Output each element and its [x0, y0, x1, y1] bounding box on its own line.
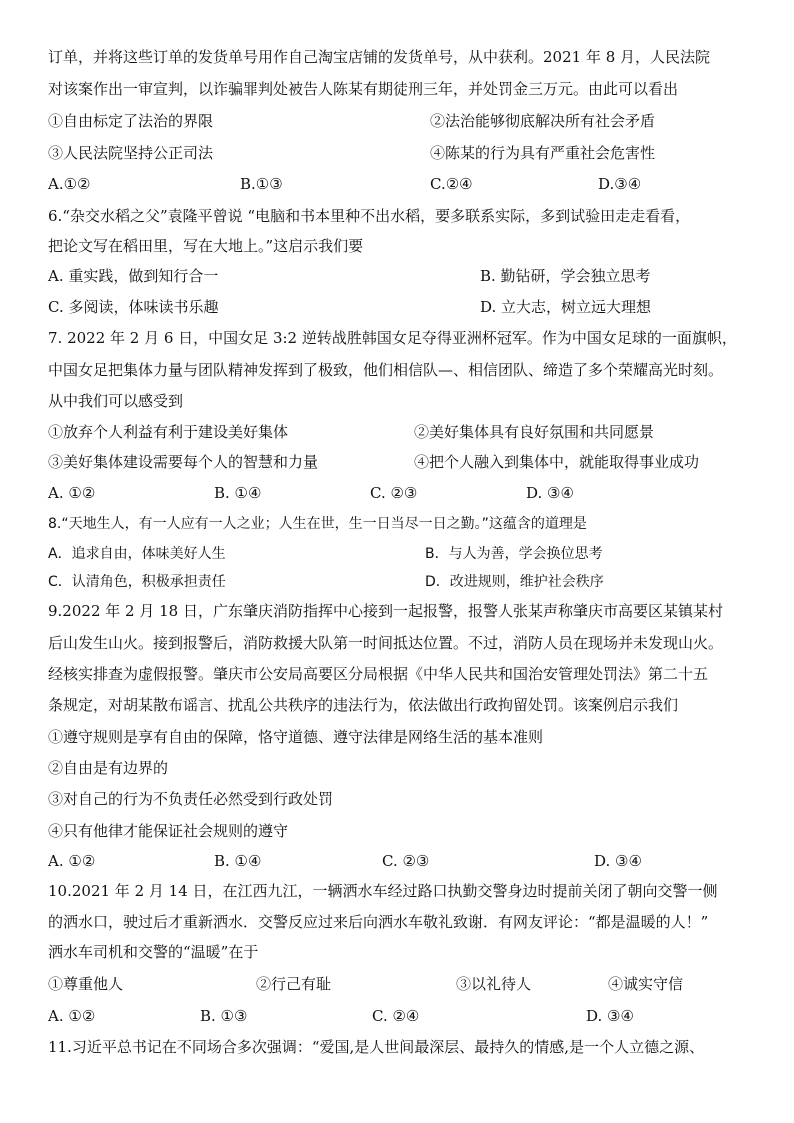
q5-choice-c: C.②④	[430, 175, 473, 193]
q8-choice-d: D．改进规则，维护社会秩序	[425, 574, 604, 590]
q7-line-1: 7. 2022 年 2 月 6 日，中国女足 3:2 逆转战胜韩国女足夺得亚洲杯冠军。作为中国女足球的一面旗帜，	[48, 329, 737, 347]
q6-choice-d: D. 立大志，树立远大理想	[480, 298, 652, 316]
q11-line-1: 11.习近平总书记在不同场合多次强调：“爱国,是人世间最深层、最持久的情感,是一个人立德之源、	[48, 1038, 705, 1056]
q5-line-2: 对该案作出一审宣判，以诈骗罪判处被告人陈某有期徒刑三年，并处罚金三万元。由此可以看出	[48, 80, 679, 98]
q10-choice-d: D. ③④	[586, 1007, 634, 1025]
q9-statement-2: ②自由是有边界的	[48, 759, 169, 777]
q7-line-2: 中国女足把集体力量与团队精神发挥到了极致，他们相信队—、相信团队、缔造了多个荣耀高光时刻。	[48, 361, 724, 379]
q7-statement-3: ③美好集体建设需要每个人的智慧和力量	[48, 453, 319, 471]
q7-choice-d: D. ③④	[526, 484, 574, 502]
q7-choice-c: C. ②③	[370, 484, 418, 502]
q9-line-3: 经核实排查为虚假报警。肇庆市公安局高要区分局根据《中华人民共和国治安管理处罚法》第二十五	[48, 665, 709, 683]
q6-line-1: 6.“杂交水稻之父”袁隆平曾说 “电脑和书本里种不出水稻，要多联系实际，多到试验田走走看看，	[48, 207, 691, 225]
q7-choice-b: B. ①④	[214, 484, 262, 502]
q5-line-1: 订单，并将这些订单的发货单号用作自己淘宝店铺的发货单号，从中获利。2021 年 8 月，人民法院	[48, 48, 711, 66]
q5-statement-1: ①自由标定了法治的界限	[48, 112, 214, 130]
q10-line-3: 洒水车司机和交警的“温暖”在于	[48, 943, 259, 961]
q7-statement-1: ①放弃个人利益有利于建设美好集体	[48, 423, 289, 441]
q8-line-1: 8.“天地生人，有一人应有一人之业；人生在世，生一日当尽一日之勤。”这蕴含的道理是	[48, 516, 587, 532]
q9-choice-b: B. ①④	[214, 852, 262, 870]
q8-choice-b: B．与人为善，学会换位思考	[425, 546, 603, 562]
q10-line-2: 的洒水口，驶过后才重新洒水．交警反应过来后向洒水车敬礼致谢．有网友评论：“都是温暖的人！”	[48, 913, 709, 931]
q9-choice-d: D. ③④	[594, 852, 642, 870]
q10-statement-1: ①尊重他人	[48, 975, 124, 993]
q6-choice-b: B. 勤钻研，学会独立思考	[480, 267, 651, 285]
q5-statement-4: ④陈某的行为具有严重社会危害性	[430, 144, 656, 162]
q6-line-2: 把论文写在稻田里，写在大地上。”这启示我们要	[48, 237, 364, 255]
q10-choice-c: C. ②④	[372, 1007, 420, 1025]
q6-choice-c: C. 多阅读，体味读书乐趣	[48, 298, 219, 316]
q7-line-3: 从中我们可以感受到	[48, 392, 184, 410]
q9-choice-c: C. ②③	[382, 852, 430, 870]
q10-choice-a: A. ①②	[48, 1007, 96, 1025]
q5-choice-d: D.③④	[598, 175, 642, 193]
q9-line-2: 后山发生山火。接到报警后，消防救援大队第一时间抵达位置。不过，消防人员在现场并未发现山火。	[48, 634, 724, 652]
q10-statement-2: ②行己有耻	[256, 975, 332, 993]
q8-choice-c: C．认清角色，积极承担责任	[48, 574, 226, 590]
q10-line-1: 10.2021 年 2 月 14 日，在江西九江，一辆洒水车经过路口执勤交警身边时提前关闭了朝向交警一侧	[48, 882, 718, 900]
q10-choice-b: B. ①③	[200, 1007, 248, 1025]
q7-choice-a: A. ①②	[48, 484, 96, 502]
q5-choice-a: A.①②	[48, 175, 91, 193]
q9-choice-a: A. ①②	[48, 852, 96, 870]
q6-choice-a: A. 重实践，做到知行合一	[48, 267, 219, 285]
q10-statement-3: ③以礼待人	[456, 975, 532, 993]
q7-statement-4: ④把个人融入到集体中，就能取得事业成功	[414, 453, 700, 471]
q5-statement-2: ②法治能够彻底解决所有社会矛盾	[430, 112, 656, 130]
q9-line-1: 9.2022 年 2 月 18 日，广东肇庆消防指挥中心接到一起报警，报警人张某声称肇庆市高要区某镇某村	[48, 602, 723, 620]
q9-line-4: 条规定，对胡某散布谣言、扰乱公共秩序的违法行为，依法做出行政拘留处罚。该案例启示我们	[48, 696, 679, 714]
q9-statement-1: ①遵守规则是享有自由的保障，恪守道德、遵守法律是网络生活的基本准则	[48, 728, 544, 746]
q10-statement-4: ④诚实守信	[608, 975, 684, 993]
q7-statement-2: ②美好集体具有良好氛围和共同愿景	[414, 423, 655, 441]
q9-statement-4: ④只有他律才能保证社会规则的遵守	[48, 822, 289, 840]
q9-statement-3: ③对自己的行为不负责任必然受到行政处罚	[48, 790, 334, 808]
q5-statement-3: ③人民法院坚持公正司法	[48, 144, 214, 162]
q8-choice-a: A．追求自由，体味美好人生	[48, 546, 226, 562]
q5-choice-b: B.①③	[240, 175, 283, 193]
